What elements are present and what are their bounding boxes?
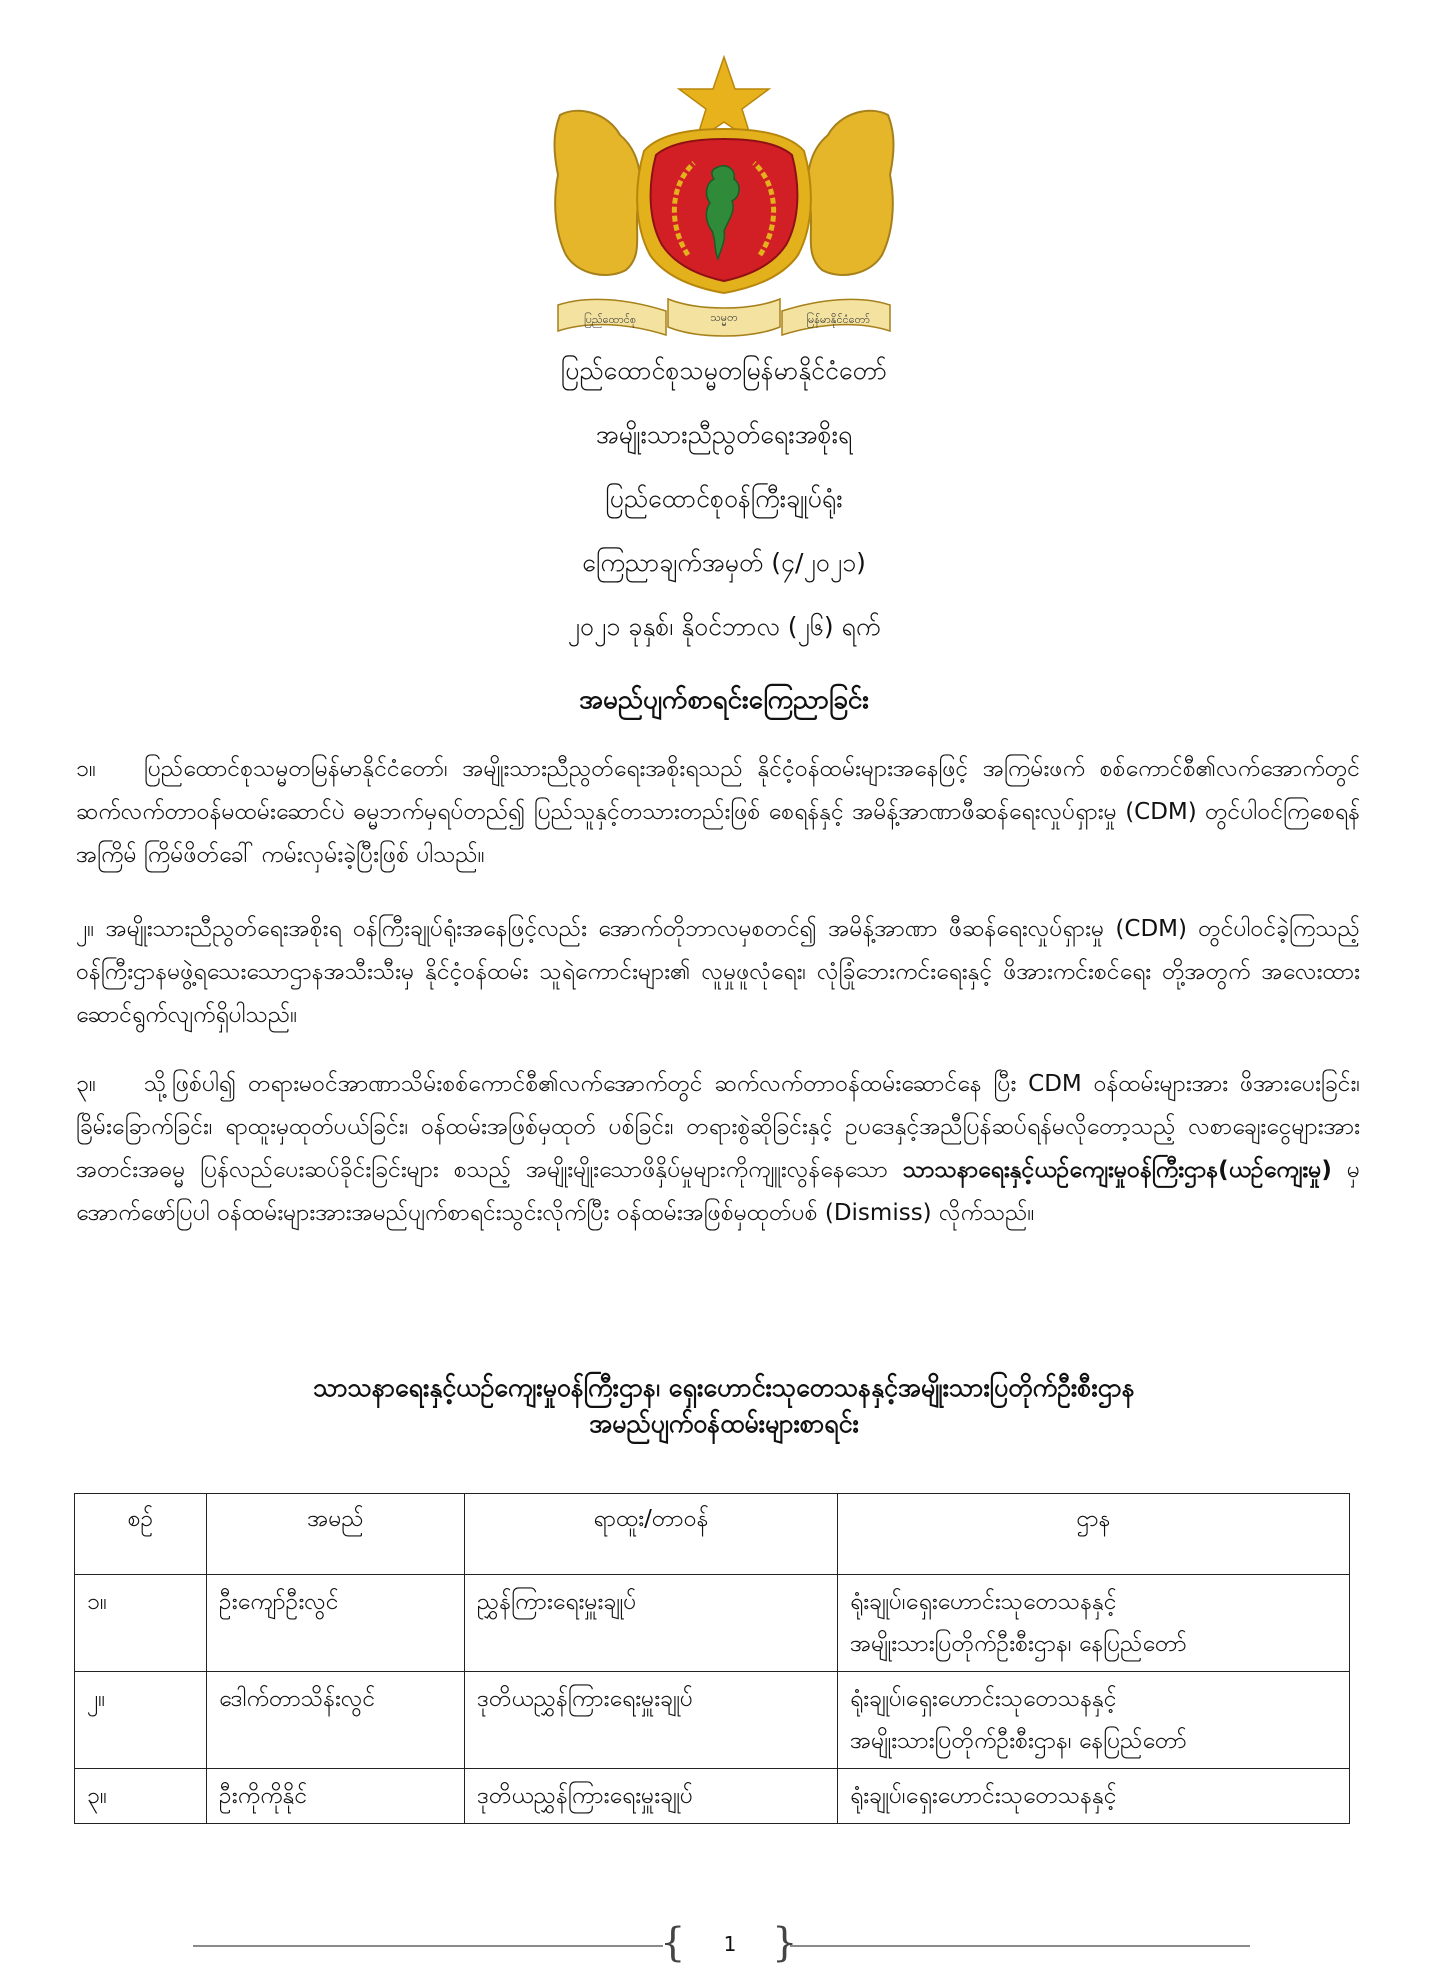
paragraph-1-number: ၁။: [76, 756, 96, 782]
state-emblem-logo: [548, 55, 900, 343]
table-caption-list-title: အမည်ပျက်ဝန်ထမ်းများစာရင်း: [589, 1409, 859, 1438]
page-number: 1: [723, 1932, 737, 1956]
paragraph-2-number: ၂။: [76, 916, 95, 942]
paragraph-2: [76, 908, 1360, 1037]
row-name: ဦးကျော်ဦးလွင်: [207, 1575, 465, 1672]
table-header-row: [75, 1494, 1350, 1575]
table-row: [75, 1769, 1350, 1824]
right-lion-figure: [808, 111, 894, 275]
paragraph-3: [76, 1063, 1360, 1235]
footer-brace-left: {: [660, 1920, 686, 1966]
paragraph-3-text-a: သို့ဖြစ်ပါ၍ တရားမဝင်အာဏာသိမ်းစစ်ကောင်စီ၏လက်အောက်တွင် ဆက်လက်တာဝန်ထမ်းဆောင်နေ ပြီး CDM ဝန်ထမ်းများအား ဖိအားပေးခြင်း၊ ခြိမ်းခြောက်ခြင်း၊ ရာထူးမှထုတ်ပယ်ခြင်း၊ ဝန်ထမ်းအဖြစ်မှထုတ် ပစ်ခြင်း၊ တရားစွဲဆိုခြင်းနှင့် ဥပဒေနှင့်အညီပြန်ဆပ်ရန်မလိုတော့သည့် လစာချေးငွေများအား အတင်းအဓမ္မ ပြန်လည်ပေးဆပ်ခိုင်းခြင်းများ စသည့် အမျိုးမျိုးသောဖိနှိပ်မှုများကိုကျူးလွန်နေသော: [76, 1071, 1360, 1183]
table-row: [75, 1672, 1350, 1769]
table-caption: [0, 1370, 1448, 1442]
paragraph-3-text-b: မှအောက်ဖော်ပြပါ ဝန်ထမ်းများအားအမည်ပျက်စာရင်းသွင်းလိုက်ပြီး ဝန်ထမ်းအဖြစ်မှထုတ်ပစ် (Dismiss) လိုက်သည်။: [76, 1157, 1361, 1226]
header-department: ဌာန: [838, 1494, 1350, 1575]
emblem-left-banner-text: ပြည်ထောင်စု: [583, 313, 637, 326]
emblem-right-banner-text: မြန်မာနိုင်ငံတော်: [806, 313, 870, 326]
dismissed-staff-table: [74, 1493, 1350, 1824]
table-row: [75, 1575, 1350, 1672]
row-name: ဦးကိုကိုနိုင်: [207, 1769, 465, 1824]
row-position: ဒုတိယညွှန်ကြားရေးမှူးချုပ်: [465, 1672, 838, 1769]
row-name: ဒေါက်တာသိန်းလွင်: [207, 1672, 465, 1769]
emblem-center-banner-text: သမ္မတ: [710, 311, 738, 324]
header-office-name: ပြည်ထောင်စုဝန်ကြီးချုပ်ရုံး: [605, 484, 843, 513]
row-department-line1: ရုံးချုပ်၊ရှေးဟောင်းသုတေသနနှင့်: [850, 1686, 1117, 1712]
row-department-line2: အမျိုးသားပြတိုက်ဦးစီးဌာန၊ နေပြည်တော်: [850, 1728, 1187, 1754]
header-position: ရာထူး/တာဝန်: [465, 1494, 838, 1575]
left-lion-figure: [555, 111, 641, 275]
row-department-line1: ရုံးချုပ်၊ရှေးဟောင်းသုတေသနနှင့်: [850, 1589, 1117, 1615]
document-title: အမည်ပျက်စာရင်းကြေညာခြင်း: [579, 685, 869, 715]
row-no: ၂။: [75, 1672, 207, 1769]
paragraph-3-number: ၃။: [76, 1071, 96, 1097]
page-footer: [0, 1920, 1448, 1970]
row-department-line1: ရုံးချုပ်၊ရှေးဟောင်းသုတေသနနှင့်: [850, 1783, 1117, 1809]
header-no: စဉ်: [75, 1494, 207, 1575]
row-department: [838, 1575, 1350, 1672]
row-position: ဒုတိယညွှန်ကြားရေးမှူးချုပ်: [465, 1769, 838, 1824]
header-country-name: ပြည်ထောင်စုသမ္မတမြန်မာနိုင်ငံတော်: [560, 356, 888, 385]
footer-brace-right: }: [772, 1920, 798, 1966]
row-department: [838, 1672, 1350, 1769]
footer-rule-right: [790, 1945, 1250, 1947]
row-position: ညွှန်ကြားရေးမှူးချုပ်: [465, 1575, 838, 1672]
header-name: အမည်: [207, 1494, 465, 1575]
paragraph-1-text: ပြည်ထောင်စုသမ္မတမြန်မာနိုင်ငံတော်၊ အမျိုးသားညီညွတ်ရေးအစိုးရသည် နိုင်ငံ့ဝန်ထမ်းများအနေဖြင့် အကြမ်းဖက် စစ်ကောင်စီ၏လက်အောက်တွင် ဆက်လက်တာဝန်မထမ်းဆောင်ပဲ ဓမ္မဘက်မှရပ်တည်၍ ပြည်သူနှင့်တသားတည်းဖြစ် စေရန်နှင့် အမိန့်အာဏာဖီဆန်ရေးလှုပ်ရှားမှု (CDM) တွင်ပါဝင်ကြစေရန် အကြိမ် ကြိမ်ဖိတ်ခေါ် ကမ်းလှမ်းခဲ့ပြီးဖြစ် ပါသည်။: [76, 756, 1360, 868]
paragraph-2-text: အမျိုးသားညီညွတ်ရေးအစိုးရ ဝန်ကြီးချုပ်ရုံးအနေဖြင့်လည်း အောက်တိုဘာလမှစတင်၍ အမိန့်အာဏာ ဖီဆန်ရေးလှုပ်ရှားမှု (CDM) တွင်ပါဝင်ခဲ့ကြသည့် ဝန်ကြီးဌာနမဖွဲ့ရသေးသောဌာနအသီးသီးမှ နိုင်ငံ့ဝန်ထမ်း သူရဲကောင်းများ၏ လူမှုဖူလုံရေး၊ လုံခြုံဘေးကင်းရေးနှင့် ဖိအားကင်းစင်ရေး တို့အတွက် အလေးထား ဆောင်ရွက်လျက်ရှိပါသည်။: [76, 916, 1360, 1028]
header-government-name: အမျိုးသားညီညွတ်ရေးအစိုးရ: [595, 420, 853, 449]
row-department: [838, 1769, 1350, 1824]
document-header: [0, 355, 1448, 675]
paragraph-1: [76, 748, 1360, 877]
row-no: ၁။: [75, 1575, 207, 1672]
footer-rule-left: [193, 1945, 663, 1947]
row-no: ၃။: [75, 1769, 207, 1824]
paragraph-3-ministry-name: သာသနာရေးနှင့်ယဉ်ကျေးမှုဝန်ကြီးဌာန(ယဉ်ကျေးမှု): [902, 1157, 1332, 1183]
header-date: ၂၀၂၁ ခုနှစ်၊ နိုဝင်ဘာလ (၂၆) ရက်: [567, 612, 881, 641]
row-department-line2: အမျိုးသားပြတိုက်ဦးစီးဌာန၊ နေပြည်တော်: [850, 1631, 1187, 1657]
header-announcement-number: ကြေညာချက်အမှတ် (၄/၂၀၂၁): [582, 548, 866, 577]
table-caption-department: သာသနာရေးနှင့်ယဉ်ကျေးမှုဝန်ကြီးဌာန၊ ရှေးဟောင်းသုတေသနနှင့်အမျိုးသားပြတိုက်ဦးစီးဌာန: [313, 1373, 1135, 1402]
